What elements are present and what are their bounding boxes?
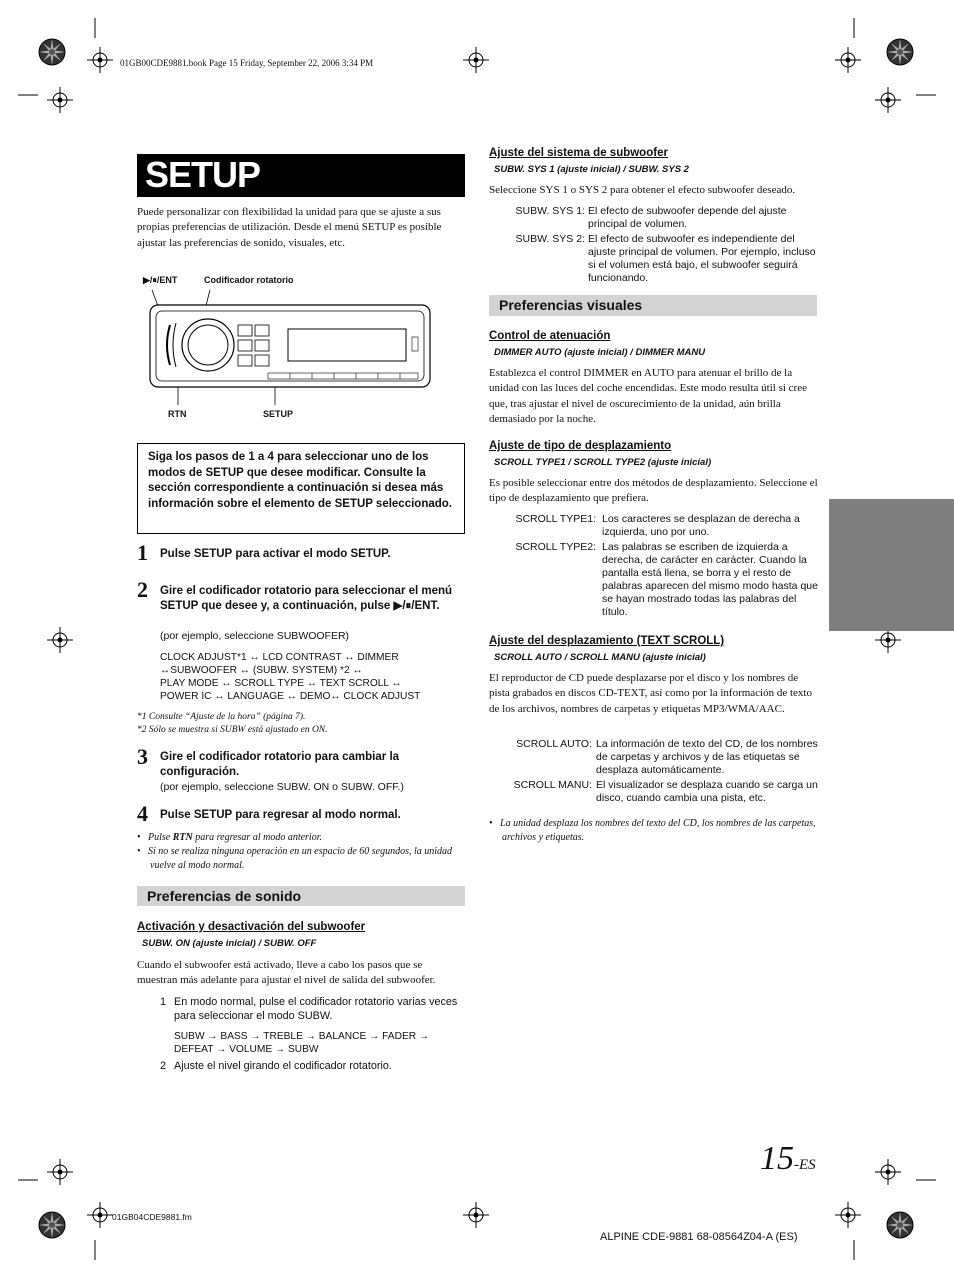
menu-cycle-line-3: PLAY MODE ↔ SCROLL TYPE ↔ TEXT SCROLL ↔ bbox=[160, 678, 402, 689]
scroll-type-body: Es posible seleccionar entre dos métodos de desplazamiento. Seleccione el tipo de desplazamiento que prefiera. bbox=[489, 477, 818, 505]
bullet-rtn-pre: Pulse bbox=[148, 832, 173, 843]
sound-item-2-key: codificador rotatorio bbox=[294, 1060, 389, 1072]
step-4-pre: Pulse bbox=[160, 809, 194, 821]
step-3 bbox=[160, 750, 465, 780]
step-1-number: 1 bbox=[137, 540, 148, 565]
footnote-2-text: Sólo se muestra si SUBW está ajustado en ON. bbox=[146, 725, 328, 735]
sound-item-2 bbox=[160, 1060, 460, 1074]
sound-item-2-text bbox=[160, 1060, 460, 1074]
step-1-post: para activar el modo SETUP. bbox=[232, 548, 391, 560]
step-2-post2: . bbox=[436, 600, 440, 612]
text-scroll-row-1 bbox=[510, 738, 819, 779]
footer-file: 01GB04CDE9881.fm bbox=[112, 1212, 192, 1222]
text-scroll-row-1-value: La información de texto del CD, de los nombres de carpetas y archivos y de las etiquetas se desplaza automáticamente. bbox=[596, 738, 818, 776]
step-3-pre: Gire el bbox=[160, 751, 199, 763]
side-tab bbox=[829, 499, 954, 631]
step-3-sub: (por ejemplo, seleccione SUBW. ON o SUBW. OFF.) bbox=[160, 781, 404, 793]
head-unit-illustration bbox=[140, 285, 440, 405]
text-scroll-title: Ajuste del desplazamiento (TEXT SCROLL) bbox=[489, 635, 725, 647]
step-3-number: 3 bbox=[137, 744, 148, 769]
bullet-rtn-key: RTN bbox=[172, 832, 193, 843]
page-number bbox=[760, 1140, 816, 1178]
footnote-2 bbox=[137, 724, 328, 737]
subsys-options: SUBW. SYS 1 (ajuste inicial) / SUBW. SYS 2 bbox=[494, 164, 689, 175]
text-scroll-row-2-key: SCROLL MANU: bbox=[513, 779, 592, 791]
sound-item-2-pre: Ajuste el nivel girando el bbox=[174, 1060, 295, 1072]
sound-item-1-text bbox=[160, 996, 460, 1023]
section-visual-heading: Preferencias visuales bbox=[489, 295, 817, 316]
subsys-row-1-value: El efecto de subwoofer depende del ajuste principal de volumen. bbox=[588, 205, 787, 230]
left-bullets bbox=[137, 831, 465, 873]
bullet-rtn-post: para regresar al modo anterior. bbox=[192, 832, 322, 843]
sound-item-1-post: varias veces para seleccionar el modo SUBW. bbox=[174, 996, 458, 1022]
footnote-1 bbox=[137, 711, 328, 724]
scroll-type-row-1 bbox=[510, 513, 819, 541]
subsys-body: Seleccione SYS 1 o SYS 2 para obtener el efecto subwoofer deseado. bbox=[489, 184, 796, 196]
menu-cycle-line-4: POWER IC ↔ LANGUAGE ↔ DEMO↔ CLOCK ADJUST bbox=[160, 691, 421, 702]
setup-key: SETUP bbox=[193, 548, 233, 560]
scroll-type-row-2-key: SCROLL TYPE2: bbox=[515, 541, 596, 553]
scroll-type-row-2 bbox=[510, 541, 819, 621]
subsys-title: Ajuste del sistema de subwoofer bbox=[489, 147, 668, 159]
text-scroll-options: SCROLL AUTO / SCROLL MANU (ajuste inicial) bbox=[494, 652, 706, 663]
step-2 bbox=[160, 584, 465, 614]
visual-bullet: • La unidad desplaza los nombres del texto del CD, los nombres de las carpetas, archivos y etiquetas. bbox=[489, 818, 816, 843]
page-number-num: 15 bbox=[760, 1140, 794, 1177]
ent-key: ▶/⏸/ENT bbox=[393, 600, 437, 612]
step-1-pre: Pulse bbox=[160, 548, 194, 560]
text-scroll-body: El reproductor de CD puede desplazarse por el disco y los nombres de pista grabados en discos CD-TEXT, así como por la información de texto de los archivos, nombres de carpetas y etiquetas MP3/WMA/AAC. bbox=[489, 672, 812, 715]
footnote-1-text: Consulte “Ajuste de la hora” (página 7). bbox=[146, 712, 306, 722]
sound-item-1 bbox=[160, 996, 460, 1023]
dimmer-title: Control de atenuación bbox=[489, 330, 611, 342]
page-title-text: SETUP bbox=[145, 154, 261, 195]
menu-cycle-line-2: ↔SUBWOOFER ↔ (SUBW. SYSTEM) *2 ↔ bbox=[160, 665, 363, 676]
step-4-number: 4 bbox=[137, 801, 148, 826]
subsys-row-2-key: SUBW. SYS 2: bbox=[515, 233, 585, 245]
subsys-row-2 bbox=[513, 233, 819, 287]
text-scroll-row-1-key: SCROLL AUTO: bbox=[516, 738, 592, 750]
subsys-row-1-key: SUBW. SYS 1: bbox=[515, 205, 585, 217]
scroll-type-table bbox=[510, 513, 819, 621]
step-2-sub: (por ejemplo, seleccione SUBWOOFER) bbox=[160, 630, 350, 642]
subsys-row-1 bbox=[513, 205, 819, 233]
sound-item-1-num: 1 bbox=[160, 996, 167, 1008]
intro-text: Puede personalizar con flexibilidad la unidad para que se ajuste a sus propias preferencias de utilización. Desde el menú SETUP es posible ajustar las preferencias de sonido, visuales, etc. bbox=[137, 206, 442, 249]
scroll-type-row-1-key: SCROLL TYPE1: bbox=[515, 513, 596, 525]
setup-instructions-text: Siga los pasos de 1 a 4 para seleccionar uno de los modos de SETUP que desee modificar. Consulte la sección correspondiente a continuación si desea más información sobre el elemento de SETUP seleccionado. bbox=[148, 451, 452, 510]
sound-cycle bbox=[174, 1030, 429, 1056]
bullet-timeout: • Si no se realiza ninguna operación en un espacio de 60 segundos, la unidad vuelve al modo normal. bbox=[137, 846, 453, 871]
book-header: 01GB00CDE9881.book Page 15 Friday, September 22, 2006 3:34 PM bbox=[120, 58, 374, 68]
encoder-key: codificador rotatorio bbox=[199, 585, 312, 597]
figure-label-encoder: Codificador rotatorio bbox=[204, 275, 294, 285]
step-2-post: para seleccionar el menú SETUP que desee y, a continuación, pulse bbox=[160, 585, 453, 612]
sound-item-1-pre: En modo normal, pulse el bbox=[174, 996, 300, 1008]
encoder-key-3: codificador rotatorio bbox=[199, 751, 312, 763]
sound-item-2-num: 2 bbox=[160, 1060, 167, 1072]
footnotes bbox=[137, 711, 328, 737]
figure-label-ent: ▶/⏸/ENT bbox=[143, 275, 178, 285]
sound-cycle-line-1: SUBW → BASS → TREBLE → BALANCE → FADER → bbox=[174, 1031, 430, 1042]
bullet-rtn: • Pulse RTN para regresar al modo anterior. bbox=[137, 832, 322, 843]
figure-label-rtn: RTN bbox=[168, 409, 187, 419]
setup-instructions-box bbox=[137, 443, 465, 534]
text-scroll-row-2 bbox=[510, 779, 819, 807]
scroll-type-row-2-value: Las palabras se escriben de izquierda a derecha, de carácter en carácter. Cuando la pantalla está llena, se borra y el resto de palabras aparecen del mismo modo hasta que se hayan mostrado todas las palabras del título. bbox=[602, 541, 818, 618]
menu-cycle bbox=[160, 651, 460, 703]
figure-label-setup: SETUP bbox=[263, 409, 294, 419]
subwoofer-body: Cuando el subwoofer está activado, lleve a cabo los pasos que se muestran más adelante para ajustar el nivel de salida del subwoofer. bbox=[137, 959, 436, 987]
subsys-table bbox=[513, 205, 819, 287]
page-title bbox=[137, 154, 465, 197]
footer-model: ALPINE CDE-9881 68-08564Z04-A (ES) bbox=[600, 1231, 798, 1243]
text-scroll-table bbox=[510, 738, 819, 807]
sound-item-1-key: codificador rotatorio bbox=[299, 996, 395, 1008]
scroll-type-options: SCROLL TYPE1 / SCROLL TYPE2 (ajuste inicial) bbox=[494, 457, 712, 468]
subwoofer-title: Activación y desactivación del subwoofer bbox=[137, 921, 366, 933]
scroll-type-title: Ajuste de tipo de desplazamiento bbox=[489, 440, 672, 452]
step-4 bbox=[160, 808, 465, 823]
step-3-post: para cambiar la configuración. bbox=[160, 751, 400, 778]
subwoofer-options: SUBW. ON (ajuste inicial) / SUBW. OFF bbox=[142, 938, 317, 949]
step-1 bbox=[160, 547, 465, 562]
footnote-1-mark: *1 bbox=[137, 712, 147, 722]
bullet-timeout-text: Si no se realiza ninguna operación en un espacio de 60 segundos, la unidad vuelve al modo normal. bbox=[148, 846, 453, 871]
visual-bullet-text: La unidad desplaza los nombres del texto del CD, los nombres de las carpetas, archivos y etiquetas. bbox=[500, 818, 816, 843]
scroll-type-row-1-value: Los caracteres se desplazan de derecha a izquierda, uno por uno. bbox=[602, 513, 800, 538]
sound-item-2-post: . bbox=[388, 1060, 392, 1072]
step-2-number: 2 bbox=[137, 577, 148, 602]
footnote-2-mark: *2 bbox=[137, 725, 147, 735]
setup-key-4: SETUP bbox=[193, 809, 233, 821]
sound-cycle-line-2: DEFEAT → VOLUME → SUBW bbox=[174, 1044, 319, 1055]
step-4-post: para regresar al modo normal. bbox=[232, 809, 401, 821]
page-number-suffix: -ES bbox=[794, 1157, 816, 1173]
step-2-pre: Gire el bbox=[160, 585, 199, 597]
menu-cycle-line-1: CLOCK ADJUST*1 ↔ LCD CONTRAST ↔ DIMMER bbox=[160, 652, 399, 663]
subsys-row-2-value: El efecto de subwoofer es independiente del ajuste principal de volumen. Por ejemplo, incluso si el volumen está bajo, el subwoofer seguirá funcionando. bbox=[588, 233, 816, 284]
dimmer-body: Establezca el control DIMMER en AUTO para atenuar el brillo de la unidad con las luces del coche encendidas. Este modo resulta útil si cree que, tras ajustar el nivel de oscurecimiento de la unidad, aún brilla demasiado por la noche. bbox=[489, 367, 807, 426]
section-sound-heading: Preferencias de sonido bbox=[137, 886, 465, 906]
dimmer-options: DIMMER AUTO (ajuste inicial) / DIMMER MANU bbox=[494, 347, 706, 358]
text-scroll-row-2-value: El visualizador se desplaza cuando se carga un disco, cuando cambia una pista, etc. bbox=[596, 779, 818, 804]
